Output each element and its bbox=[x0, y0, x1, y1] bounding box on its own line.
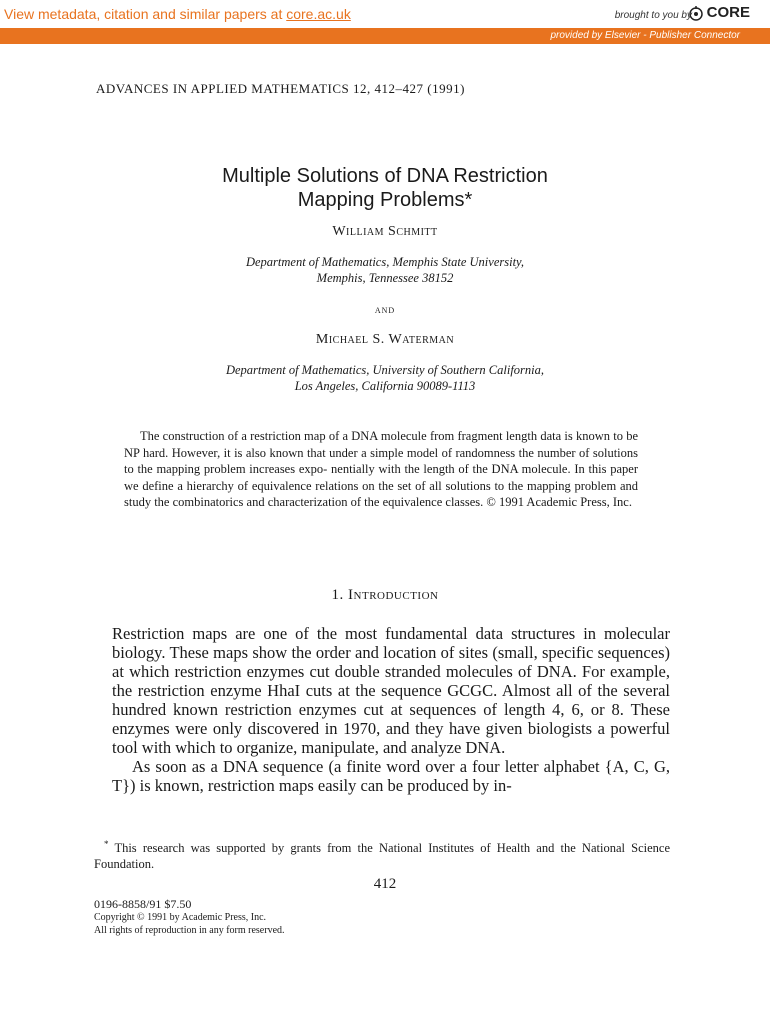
affiliation-2-line-2: Los Angeles, California 90089-1113 bbox=[294, 379, 476, 393]
issn-price: 0196-8858/91 $7.50 bbox=[94, 897, 192, 911]
abstract-publisher: Academic Press, Inc. bbox=[526, 495, 632, 510]
author-1: William Schmitt bbox=[332, 224, 438, 239]
copyright-line: Copyright © 1991 by Academic Press, Inc. bbox=[94, 912, 267, 923]
affiliation-2-line-1: Department of Mathematics, University of Southern California, bbox=[225, 363, 545, 377]
core-banner bbox=[0, 0, 770, 28]
provider-bar bbox=[0, 28, 770, 44]
title-line-1: Multiple Solutions of DNA Restriction bbox=[222, 165, 548, 187]
abstract-line-4: nentially with the length of the DNA molecule. In this paper we define a hierarchy bbox=[124, 462, 638, 493]
intro-paragraph-1: Restriction maps are one of the most fundamental data structures in molecular biology. These maps show the order and location of sites (small, specific sequences) at which restriction enzymes cut double stranded molecules of DNA. For example, the restriction enzyme HhaI cuts at the sequence GCGC. Almost all of the several hundred known restriction enzymes cut at sequences of length 4, 6, or 8. These enzymes were only discovered in 1970, and they have given biologists a powerful tool with which to organize, manipulate, and analyze DNA. bbox=[112, 624, 670, 757]
core-ac-uk-link[interactable]: core.ac.uk bbox=[286, 6, 351, 22]
affiliation-1 bbox=[0, 254, 770, 286]
rights-line: All rights of reproduction in any form reserved. bbox=[94, 925, 285, 936]
page-number: 412 bbox=[373, 876, 397, 892]
paper-title bbox=[0, 164, 770, 212]
abstract bbox=[124, 428, 638, 511]
abstract-line-5: of equivalence relations on the set of all solutions to the mapping problem and bbox=[237, 478, 638, 493]
publication-info bbox=[94, 898, 285, 937]
footnote-text: This research was supported by grants from the National Institutes of Health and the National Science Foundation. bbox=[94, 841, 671, 872]
title-line-2: Mapping Problems* bbox=[297, 189, 473, 211]
affiliation-1-line-2: Memphis, Tennessee 38152 bbox=[316, 271, 454, 285]
metadata-link-prefix: View metadata, citation and similar papers at bbox=[4, 6, 287, 22]
affiliation-1-line-1: Department of Mathematics, Memphis State University, bbox=[245, 255, 525, 269]
abstract-line-1: The construction of a restriction map of a DNA molecule from fragment length bbox=[140, 429, 538, 443]
journal-citation: ADVANCES IN APPLIED MATHEMATICS 12, 412–427 (1991) bbox=[96, 81, 465, 96]
section-heading: 1. Introduction bbox=[331, 587, 439, 603]
abstract-copyright: © 1991 bbox=[486, 495, 524, 510]
abstract-line-2: data is known to be NP hard. However, it is also known that under a simple model bbox=[124, 429, 638, 460]
provided-by-text: provided by Elsevier - Publisher Connector bbox=[550, 30, 740, 41]
intro-paragraph-2: As soon as a DNA sequence (a finite word over a four letter alphabet {A, C, G, T}) is known, restriction maps easily can be produced by in- bbox=[112, 757, 670, 795]
abstract-line-6: study the combinatorics and characterization of the equivalence classes. bbox=[124, 495, 484, 510]
author-2: Michael S. Waterman bbox=[315, 332, 455, 347]
core-logo[interactable] bbox=[688, 4, 750, 21]
abstract-line-3: of randomness the number of solutions to the mapping problem increases expo- bbox=[124, 445, 639, 477]
and-separator: and bbox=[374, 302, 396, 316]
footnote-marker: * bbox=[104, 839, 109, 849]
footnote bbox=[94, 836, 670, 872]
introduction-body bbox=[112, 624, 670, 795]
core-logo-label: CORE bbox=[706, 4, 750, 21]
metadata-link[interactable] bbox=[4, 6, 351, 22]
affiliation-2 bbox=[0, 362, 770, 394]
core-logo-icon bbox=[688, 5, 704, 21]
brought-by-text: brought to you by bbox=[614, 10, 692, 21]
